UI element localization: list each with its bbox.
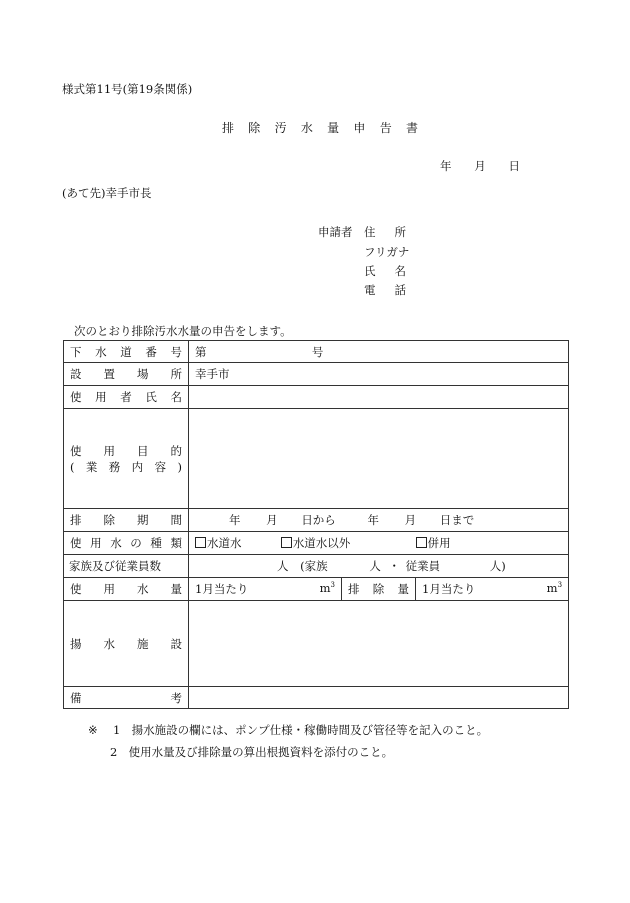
sewer-number-suffix: 号 bbox=[311, 344, 324, 359]
row-sewer-number bbox=[64, 341, 569, 363]
row-pumping bbox=[64, 601, 569, 687]
family-field[interactable]: 人 (家族 人 ・ 従業員 人) bbox=[189, 555, 569, 578]
remarks-field[interactable] bbox=[189, 687, 569, 709]
row-purpose bbox=[64, 409, 569, 509]
sewer-number-prefix: 第 bbox=[195, 344, 207, 359]
date-line bbox=[440, 158, 520, 174]
date-day: 日 bbox=[508, 159, 520, 173]
applicant-furigana-label: フリガナ bbox=[364, 245, 410, 259]
checkbox-icon[interactable] bbox=[281, 537, 292, 548]
title-char: 申 bbox=[353, 121, 366, 135]
row-remarks bbox=[64, 687, 569, 709]
row-water-type bbox=[64, 532, 569, 555]
water-type-label: 使 用 水 の 種 類 bbox=[64, 532, 189, 555]
form-number: 様式第11号(第19条関係) bbox=[62, 82, 193, 96]
row-user-name bbox=[64, 386, 569, 409]
addressee: (あて先)幸手市長 bbox=[62, 186, 152, 200]
checkbox-icon[interactable] bbox=[416, 537, 427, 548]
period-field[interactable]: 年 月 日から 年 月 日まで bbox=[189, 509, 569, 532]
purpose-field[interactable] bbox=[189, 409, 569, 509]
applicant-phone-label: 電 話 bbox=[364, 283, 406, 297]
applicant-name-label: 氏 名 bbox=[364, 264, 406, 278]
pumping-field[interactable] bbox=[189, 601, 569, 687]
title-char: 書 bbox=[405, 121, 418, 135]
sewer-number-label: 下 水 道 番 号 bbox=[64, 341, 189, 363]
user-name-field[interactable] bbox=[189, 386, 569, 409]
title-char: 告 bbox=[379, 121, 392, 135]
usage-field[interactable]: 1月当たり $m^3$ bbox=[189, 578, 342, 601]
note-2: 2 使用水量及び排除量の算出根拠資料を添付のこと。 bbox=[110, 745, 394, 759]
family-label: 家族及び従業員数 bbox=[64, 555, 189, 578]
pumping-label: 揚 水 施 設 bbox=[64, 601, 189, 687]
remarks-label: 備 考 bbox=[64, 687, 189, 709]
title-char: 量 bbox=[327, 121, 340, 135]
title-char: 水 bbox=[300, 121, 313, 135]
checkbox-icon[interactable] bbox=[195, 537, 206, 548]
discharge-label: 排 除 量 bbox=[342, 578, 416, 601]
applicant-label: 申請者 bbox=[318, 225, 353, 239]
note-1: ※ 1 揚水施設の欄には、ポンプ仕様・稼働時間及び管径等を記入のこと。 bbox=[88, 723, 489, 737]
intro-text: 次のとおり排除汚水水量の申告をします。 bbox=[74, 324, 292, 338]
row-family bbox=[64, 555, 569, 578]
row-usage bbox=[64, 578, 569, 601]
row-location bbox=[64, 363, 569, 386]
water-type-option-both[interactable]: 併用 bbox=[416, 536, 451, 550]
date-month: 月 bbox=[474, 159, 486, 173]
note-mark: ※ bbox=[88, 723, 98, 737]
user-name-label: 使 用 者 氏 名 bbox=[64, 386, 189, 409]
declaration-table bbox=[63, 340, 569, 709]
location-value: 幸手市 bbox=[195, 367, 230, 381]
discharge-field[interactable]: 1月当たり $m^3$ bbox=[416, 578, 569, 601]
applicant-address-label: 住 所 bbox=[364, 225, 406, 239]
sewer-number-field[interactable] bbox=[189, 341, 569, 363]
water-type-option-tap[interactable]: 水道水 bbox=[195, 536, 242, 550]
location-field[interactable] bbox=[189, 363, 569, 386]
title-char: 除 bbox=[248, 121, 261, 135]
date-year: 年 bbox=[440, 159, 452, 173]
title-char: 汚 bbox=[274, 121, 287, 135]
purpose-label: 使 用 目 的 ( 業 務 内 容 ) bbox=[64, 409, 189, 509]
document-title bbox=[222, 119, 418, 136]
row-period bbox=[64, 509, 569, 532]
location-label: 設 置 場 所 bbox=[64, 363, 189, 386]
title-char: 排 bbox=[222, 121, 235, 135]
water-type-field bbox=[189, 532, 569, 555]
period-label: 排 除 期 間 bbox=[64, 509, 189, 532]
water-type-option-other[interactable]: 水道水以外 bbox=[281, 536, 351, 550]
usage-label: 使 用 水 量 bbox=[64, 578, 189, 601]
